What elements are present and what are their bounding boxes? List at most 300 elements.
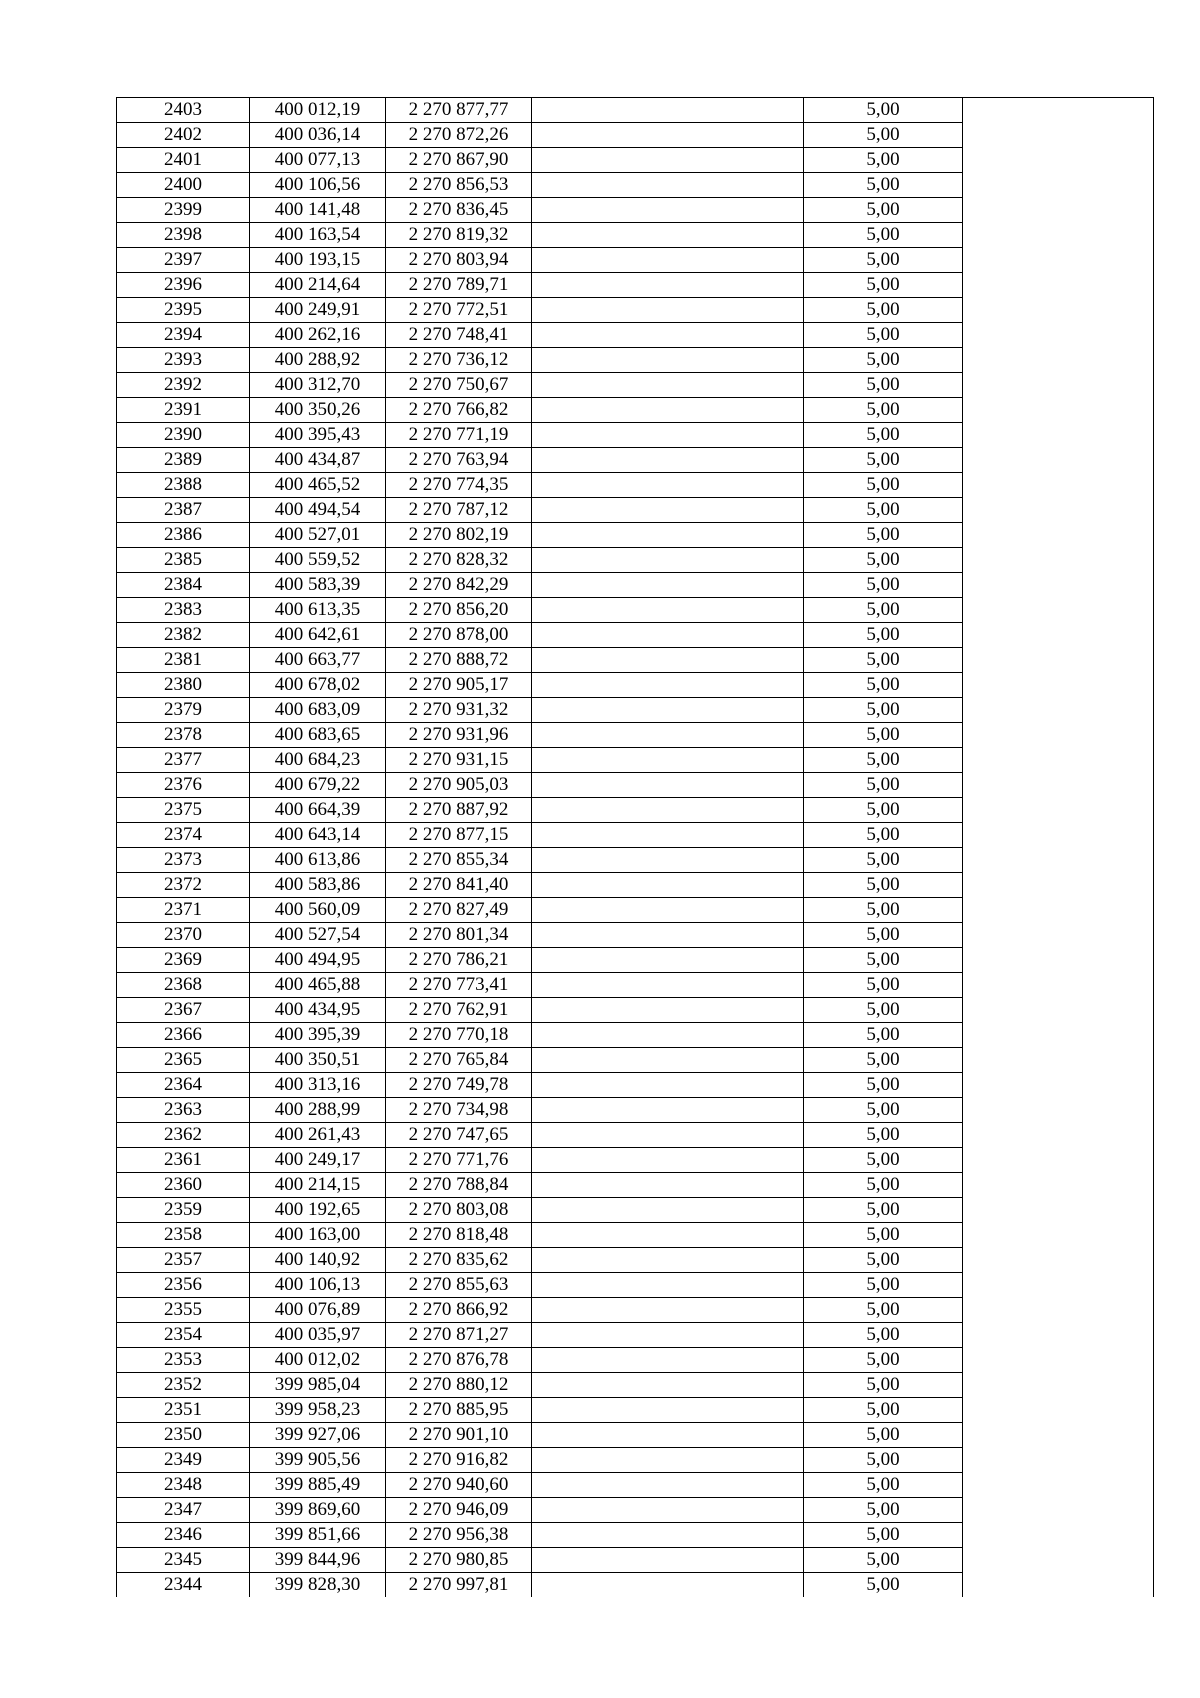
- empty-cell: [963, 923, 1154, 948]
- empty-cell: [532, 998, 804, 1023]
- y-coordinate-cell: 2 270 878,00: [386, 623, 532, 648]
- empty-cell: [963, 673, 1154, 698]
- table-row: [117, 423, 1154, 448]
- empty-cell: [532, 1098, 804, 1123]
- point-number-cell: 2351: [117, 1398, 250, 1423]
- empty-cell: [532, 1073, 804, 1098]
- point-number-cell: 2385: [117, 548, 250, 573]
- empty-cell: [532, 773, 804, 798]
- y-coordinate-cell: 2 270 866,92: [386, 1298, 532, 1323]
- y-coordinate-cell: 2 270 901,10: [386, 1423, 532, 1448]
- table-row: [117, 1123, 1154, 1148]
- value-cell: 5,00: [804, 1473, 963, 1498]
- value-cell: 5,00: [804, 198, 963, 223]
- value-cell: 5,00: [804, 1423, 963, 1448]
- empty-cell: [963, 1523, 1154, 1548]
- x-coordinate-cell: 400 140,92: [250, 1248, 386, 1273]
- y-coordinate-cell: 2 270 828,32: [386, 548, 532, 573]
- y-coordinate-cell: 2 270 803,08: [386, 1198, 532, 1223]
- x-coordinate-cell: 400 494,54: [250, 498, 386, 523]
- value-cell: 5,00: [804, 98, 963, 123]
- x-coordinate-cell: 400 192,65: [250, 1198, 386, 1223]
- x-coordinate-cell: 399 885,49: [250, 1473, 386, 1498]
- x-coordinate-cell: 400 613,35: [250, 598, 386, 623]
- table-row: [117, 473, 1154, 498]
- point-number-cell: 2372: [117, 873, 250, 898]
- y-coordinate-cell: 2 270 877,77: [386, 98, 532, 123]
- empty-cell: [963, 523, 1154, 548]
- y-coordinate-cell: 2 270 771,19: [386, 423, 532, 448]
- table-row: [117, 673, 1154, 698]
- empty-cell: [532, 1423, 804, 1448]
- table-row: [117, 698, 1154, 723]
- empty-cell: [963, 498, 1154, 523]
- table-row: [117, 1173, 1154, 1198]
- point-number-cell: 2401: [117, 148, 250, 173]
- empty-cell: [963, 1073, 1154, 1098]
- y-coordinate-cell: 2 270 905,17: [386, 673, 532, 698]
- x-coordinate-cell: 400 312,70: [250, 373, 386, 398]
- table-row: [117, 1198, 1154, 1223]
- table-row: [117, 348, 1154, 373]
- value-cell: 5,00: [804, 598, 963, 623]
- point-number-cell: 2363: [117, 1098, 250, 1123]
- empty-cell: [532, 1273, 804, 1298]
- x-coordinate-cell: 400 261,43: [250, 1123, 386, 1148]
- x-coordinate-cell: 399 927,06: [250, 1423, 386, 1448]
- value-cell: 5,00: [804, 948, 963, 973]
- y-coordinate-cell: 2 270 736,12: [386, 348, 532, 373]
- empty-cell: [963, 348, 1154, 373]
- x-coordinate-cell: 400 684,23: [250, 748, 386, 773]
- empty-cell: [532, 298, 804, 323]
- x-coordinate-cell: 400 583,39: [250, 573, 386, 598]
- empty-cell: [532, 1148, 804, 1173]
- x-coordinate-cell: 400 613,86: [250, 848, 386, 873]
- y-coordinate-cell: 2 270 841,40: [386, 873, 532, 898]
- x-coordinate-cell: 399 844,96: [250, 1548, 386, 1573]
- y-coordinate-cell: 2 270 788,84: [386, 1173, 532, 1198]
- y-coordinate-cell: 2 270 787,12: [386, 498, 532, 523]
- point-number-cell: 2376: [117, 773, 250, 798]
- empty-cell: [532, 423, 804, 448]
- point-number-cell: 2386: [117, 523, 250, 548]
- y-coordinate-cell: 2 270 789,71: [386, 273, 532, 298]
- empty-cell: [963, 823, 1154, 848]
- y-coordinate-cell: 2 270 885,95: [386, 1398, 532, 1423]
- table-row: [117, 1373, 1154, 1398]
- y-coordinate-cell: 2 270 856,20: [386, 598, 532, 623]
- empty-cell: [963, 1098, 1154, 1123]
- table-row: [117, 1273, 1154, 1298]
- point-number-cell: 2365: [117, 1048, 250, 1073]
- empty-cell: [963, 598, 1154, 623]
- x-coordinate-cell: 400 106,13: [250, 1273, 386, 1298]
- table-row: [117, 1073, 1154, 1098]
- point-number-cell: 2403: [117, 98, 250, 123]
- point-number-cell: 2394: [117, 323, 250, 348]
- x-coordinate-cell: 400 106,56: [250, 173, 386, 198]
- value-cell: 5,00: [804, 773, 963, 798]
- value-cell: 5,00: [804, 1023, 963, 1048]
- y-coordinate-cell: 2 270 856,53: [386, 173, 532, 198]
- empty-cell: [963, 1573, 1154, 1598]
- empty-cell: [963, 1123, 1154, 1148]
- table-row: [117, 1048, 1154, 1073]
- empty-cell: [532, 848, 804, 873]
- empty-cell: [963, 248, 1154, 273]
- x-coordinate-cell: 400 249,91: [250, 298, 386, 323]
- table-row: [117, 273, 1154, 298]
- table-row: [117, 848, 1154, 873]
- point-number-cell: 2397: [117, 248, 250, 273]
- point-number-cell: 2369: [117, 948, 250, 973]
- value-cell: 5,00: [804, 1523, 963, 1548]
- value-cell: 5,00: [804, 873, 963, 898]
- point-number-cell: 2389: [117, 448, 250, 473]
- point-number-cell: 2402: [117, 123, 250, 148]
- empty-cell: [532, 648, 804, 673]
- point-number-cell: 2364: [117, 1073, 250, 1098]
- value-cell: 5,00: [804, 998, 963, 1023]
- table-row: [117, 1573, 1154, 1598]
- point-number-cell: 2368: [117, 973, 250, 998]
- point-number-cell: 2396: [117, 273, 250, 298]
- empty-cell: [532, 498, 804, 523]
- value-cell: 5,00: [804, 898, 963, 923]
- table-row: [117, 1398, 1154, 1423]
- empty-cell: [963, 273, 1154, 298]
- empty-cell: [963, 773, 1154, 798]
- point-number-cell: 2362: [117, 1123, 250, 1148]
- value-cell: 5,00: [804, 148, 963, 173]
- empty-cell: [532, 923, 804, 948]
- y-coordinate-cell: 2 270 946,09: [386, 1498, 532, 1523]
- table-row: [117, 973, 1154, 998]
- value-cell: 5,00: [804, 1073, 963, 1098]
- table-row: [117, 998, 1154, 1023]
- empty-cell: [532, 173, 804, 198]
- value-cell: 5,00: [804, 798, 963, 823]
- x-coordinate-cell: 399 869,60: [250, 1498, 386, 1523]
- point-number-cell: 2371: [117, 898, 250, 923]
- empty-cell: [532, 473, 804, 498]
- table-row: [117, 173, 1154, 198]
- value-cell: 5,00: [804, 473, 963, 498]
- y-coordinate-cell: 2 270 766,82: [386, 398, 532, 423]
- value-cell: 5,00: [804, 1548, 963, 1573]
- y-coordinate-cell: 2 270 997,81: [386, 1573, 532, 1598]
- y-coordinate-cell: 2 270 931,15: [386, 748, 532, 773]
- empty-cell: [963, 948, 1154, 973]
- x-coordinate-cell: 400 249,17: [250, 1148, 386, 1173]
- point-number-cell: 2378: [117, 723, 250, 748]
- table-row: [117, 623, 1154, 648]
- point-number-cell: 2398: [117, 223, 250, 248]
- table-row: [117, 548, 1154, 573]
- point-number-cell: 2348: [117, 1473, 250, 1498]
- empty-cell: [963, 223, 1154, 248]
- value-cell: 5,00: [804, 1348, 963, 1373]
- y-coordinate-cell: 2 270 774,35: [386, 473, 532, 498]
- table-row: [117, 523, 1154, 548]
- value-cell: 5,00: [804, 748, 963, 773]
- table-row: [117, 1348, 1154, 1373]
- point-number-cell: 2356: [117, 1273, 250, 1298]
- y-coordinate-cell: 2 270 770,18: [386, 1023, 532, 1048]
- point-number-cell: 2383: [117, 598, 250, 623]
- y-coordinate-cell: 2 270 763,94: [386, 448, 532, 473]
- table-row: [117, 398, 1154, 423]
- table-row: [117, 1498, 1154, 1523]
- empty-cell: [963, 1273, 1154, 1298]
- value-cell: 5,00: [804, 1398, 963, 1423]
- value-cell: 5,00: [804, 1448, 963, 1473]
- empty-cell: [532, 673, 804, 698]
- table-row: [117, 1448, 1154, 1473]
- empty-cell: [532, 148, 804, 173]
- table-row: [117, 873, 1154, 898]
- y-coordinate-cell: 2 270 771,76: [386, 1148, 532, 1173]
- value-cell: 5,00: [804, 1323, 963, 1348]
- empty-cell: [963, 473, 1154, 498]
- x-coordinate-cell: 400 683,09: [250, 698, 386, 723]
- table-row: [117, 98, 1154, 123]
- y-coordinate-cell: 2 270 956,38: [386, 1523, 532, 1548]
- point-number-cell: 2380: [117, 673, 250, 698]
- empty-cell: [532, 798, 804, 823]
- empty-cell: [532, 548, 804, 573]
- x-coordinate-cell: 400 527,01: [250, 523, 386, 548]
- point-number-cell: 2366: [117, 1023, 250, 1048]
- empty-cell: [532, 723, 804, 748]
- point-number-cell: 2395: [117, 298, 250, 323]
- table-row: [117, 123, 1154, 148]
- table-row: [117, 1298, 1154, 1323]
- value-cell: 5,00: [804, 648, 963, 673]
- empty-cell: [963, 373, 1154, 398]
- point-number-cell: 2350: [117, 1423, 250, 1448]
- empty-cell: [532, 198, 804, 223]
- point-number-cell: 2375: [117, 798, 250, 823]
- empty-cell: [963, 98, 1154, 123]
- x-coordinate-cell: 400 214,64: [250, 273, 386, 298]
- table-row: [117, 573, 1154, 598]
- value-cell: 5,00: [804, 223, 963, 248]
- empty-cell: [963, 1373, 1154, 1398]
- table-row: [117, 648, 1154, 673]
- x-coordinate-cell: 400 012,02: [250, 1348, 386, 1373]
- table-row: [117, 1148, 1154, 1173]
- value-cell: 5,00: [804, 1498, 963, 1523]
- point-number-cell: 2355: [117, 1298, 250, 1323]
- x-coordinate-cell: 400 141,48: [250, 198, 386, 223]
- empty-cell: [532, 98, 804, 123]
- value-cell: 5,00: [804, 823, 963, 848]
- y-coordinate-cell: 2 270 871,27: [386, 1323, 532, 1348]
- point-number-cell: 2346: [117, 1523, 250, 1548]
- x-coordinate-cell: 400 678,02: [250, 673, 386, 698]
- value-cell: 5,00: [804, 298, 963, 323]
- empty-cell: [963, 548, 1154, 573]
- empty-cell: [532, 1123, 804, 1148]
- empty-cell: [532, 573, 804, 598]
- x-coordinate-cell: 400 395,39: [250, 1023, 386, 1048]
- y-coordinate-cell: 2 270 773,41: [386, 973, 532, 998]
- empty-cell: [963, 1248, 1154, 1273]
- point-number-cell: 2347: [117, 1498, 250, 1523]
- empty-cell: [532, 623, 804, 648]
- empty-cell: [963, 1223, 1154, 1248]
- y-coordinate-cell: 2 270 750,67: [386, 373, 532, 398]
- point-number-cell: 2345: [117, 1548, 250, 1573]
- table-row: [117, 248, 1154, 273]
- value-cell: 5,00: [804, 673, 963, 698]
- table-row: [117, 598, 1154, 623]
- empty-cell: [532, 1548, 804, 1573]
- y-coordinate-cell: 2 270 887,92: [386, 798, 532, 823]
- y-coordinate-cell: 2 270 827,49: [386, 898, 532, 923]
- empty-cell: [963, 1323, 1154, 1348]
- value-cell: 5,00: [804, 973, 963, 998]
- table-row: [117, 373, 1154, 398]
- value-cell: 5,00: [804, 498, 963, 523]
- point-number-cell: 2379: [117, 698, 250, 723]
- table-row: [117, 773, 1154, 798]
- empty-cell: [532, 1248, 804, 1273]
- y-coordinate-cell: 2 270 734,98: [386, 1098, 532, 1123]
- point-number-cell: 2391: [117, 398, 250, 423]
- y-coordinate-cell: 2 270 772,51: [386, 298, 532, 323]
- table-row: [117, 148, 1154, 173]
- value-cell: 5,00: [804, 273, 963, 298]
- x-coordinate-cell: 399 851,66: [250, 1523, 386, 1548]
- value-cell: 5,00: [804, 398, 963, 423]
- empty-cell: [963, 1198, 1154, 1223]
- empty-cell: [963, 1173, 1154, 1198]
- value-cell: 5,00: [804, 1173, 963, 1198]
- y-coordinate-cell: 2 270 867,90: [386, 148, 532, 173]
- y-coordinate-cell: 2 270 905,03: [386, 773, 532, 798]
- point-number-cell: 2353: [117, 1348, 250, 1373]
- empty-cell: [532, 1298, 804, 1323]
- value-cell: 5,00: [804, 1098, 963, 1123]
- empty-cell: [532, 1373, 804, 1398]
- empty-cell: [532, 698, 804, 723]
- value-cell: 5,00: [804, 1248, 963, 1273]
- x-coordinate-cell: 400 350,26: [250, 398, 386, 423]
- empty-cell: [532, 748, 804, 773]
- x-coordinate-cell: 400 350,51: [250, 1048, 386, 1073]
- y-coordinate-cell: 2 270 836,45: [386, 198, 532, 223]
- y-coordinate-cell: 2 270 818,48: [386, 1223, 532, 1248]
- empty-cell: [532, 398, 804, 423]
- empty-cell: [532, 873, 804, 898]
- x-coordinate-cell: 400 664,39: [250, 798, 386, 823]
- table-row: [117, 1023, 1154, 1048]
- x-coordinate-cell: 400 288,99: [250, 1098, 386, 1123]
- y-coordinate-cell: 2 270 877,15: [386, 823, 532, 848]
- empty-cell: [532, 348, 804, 373]
- empty-cell: [532, 1348, 804, 1373]
- x-coordinate-cell: 400 434,87: [250, 448, 386, 473]
- table-row: [117, 723, 1154, 748]
- x-coordinate-cell: 400 527,54: [250, 923, 386, 948]
- empty-cell: [532, 948, 804, 973]
- empty-cell: [532, 898, 804, 923]
- value-cell: 5,00: [804, 1198, 963, 1223]
- point-number-cell: 2352: [117, 1373, 250, 1398]
- x-coordinate-cell: 399 958,23: [250, 1398, 386, 1423]
- empty-cell: [963, 1048, 1154, 1073]
- y-coordinate-cell: 2 270 749,78: [386, 1073, 532, 1098]
- y-coordinate-cell: 2 270 835,62: [386, 1248, 532, 1273]
- empty-cell: [532, 1573, 804, 1598]
- value-cell: 5,00: [804, 1573, 963, 1598]
- value-cell: 5,00: [804, 373, 963, 398]
- y-coordinate-cell: 2 270 803,94: [386, 248, 532, 273]
- empty-cell: [963, 1148, 1154, 1173]
- point-number-cell: 2349: [117, 1448, 250, 1473]
- y-coordinate-cell: 2 270 888,72: [386, 648, 532, 673]
- x-coordinate-cell: 400 559,52: [250, 548, 386, 573]
- y-coordinate-cell: 2 270 931,96: [386, 723, 532, 748]
- table-row: [117, 448, 1154, 473]
- y-coordinate-cell: 2 270 747,65: [386, 1123, 532, 1148]
- x-coordinate-cell: 400 036,14: [250, 123, 386, 148]
- empty-cell: [532, 973, 804, 998]
- table-row: [117, 1548, 1154, 1573]
- y-coordinate-cell: 2 270 980,85: [386, 1548, 532, 1573]
- table-row: [117, 498, 1154, 523]
- point-number-cell: 2373: [117, 848, 250, 873]
- x-coordinate-cell: 400 465,88: [250, 973, 386, 998]
- point-number-cell: 2381: [117, 648, 250, 673]
- empty-cell: [532, 1523, 804, 1548]
- x-coordinate-cell: 400 313,16: [250, 1073, 386, 1098]
- empty-cell: [532, 598, 804, 623]
- empty-cell: [532, 448, 804, 473]
- y-coordinate-cell: 2 270 786,21: [386, 948, 532, 973]
- point-number-cell: 2360: [117, 1173, 250, 1198]
- x-coordinate-cell: 400 163,00: [250, 1223, 386, 1248]
- table-row: [117, 223, 1154, 248]
- table-row: [117, 948, 1154, 973]
- value-cell: 5,00: [804, 623, 963, 648]
- table-row: [117, 898, 1154, 923]
- value-cell: 5,00: [804, 1123, 963, 1148]
- value-cell: 5,00: [804, 723, 963, 748]
- point-number-cell: 2370: [117, 923, 250, 948]
- empty-cell: [532, 248, 804, 273]
- point-number-cell: 2399: [117, 198, 250, 223]
- empty-cell: [963, 798, 1154, 823]
- empty-cell: [963, 1423, 1154, 1448]
- empty-cell: [963, 698, 1154, 723]
- value-cell: 5,00: [804, 448, 963, 473]
- value-cell: 5,00: [804, 548, 963, 573]
- empty-cell: [963, 1448, 1154, 1473]
- x-coordinate-cell: 400 395,43: [250, 423, 386, 448]
- value-cell: 5,00: [804, 173, 963, 198]
- coordinates-table-body: [117, 98, 1154, 1598]
- point-number-cell: 2344: [117, 1573, 250, 1598]
- x-coordinate-cell: 400 214,15: [250, 1173, 386, 1198]
- x-coordinate-cell: 400 163,54: [250, 223, 386, 248]
- value-cell: 5,00: [804, 523, 963, 548]
- x-coordinate-cell: 400 434,95: [250, 998, 386, 1023]
- x-coordinate-cell: 400 663,77: [250, 648, 386, 673]
